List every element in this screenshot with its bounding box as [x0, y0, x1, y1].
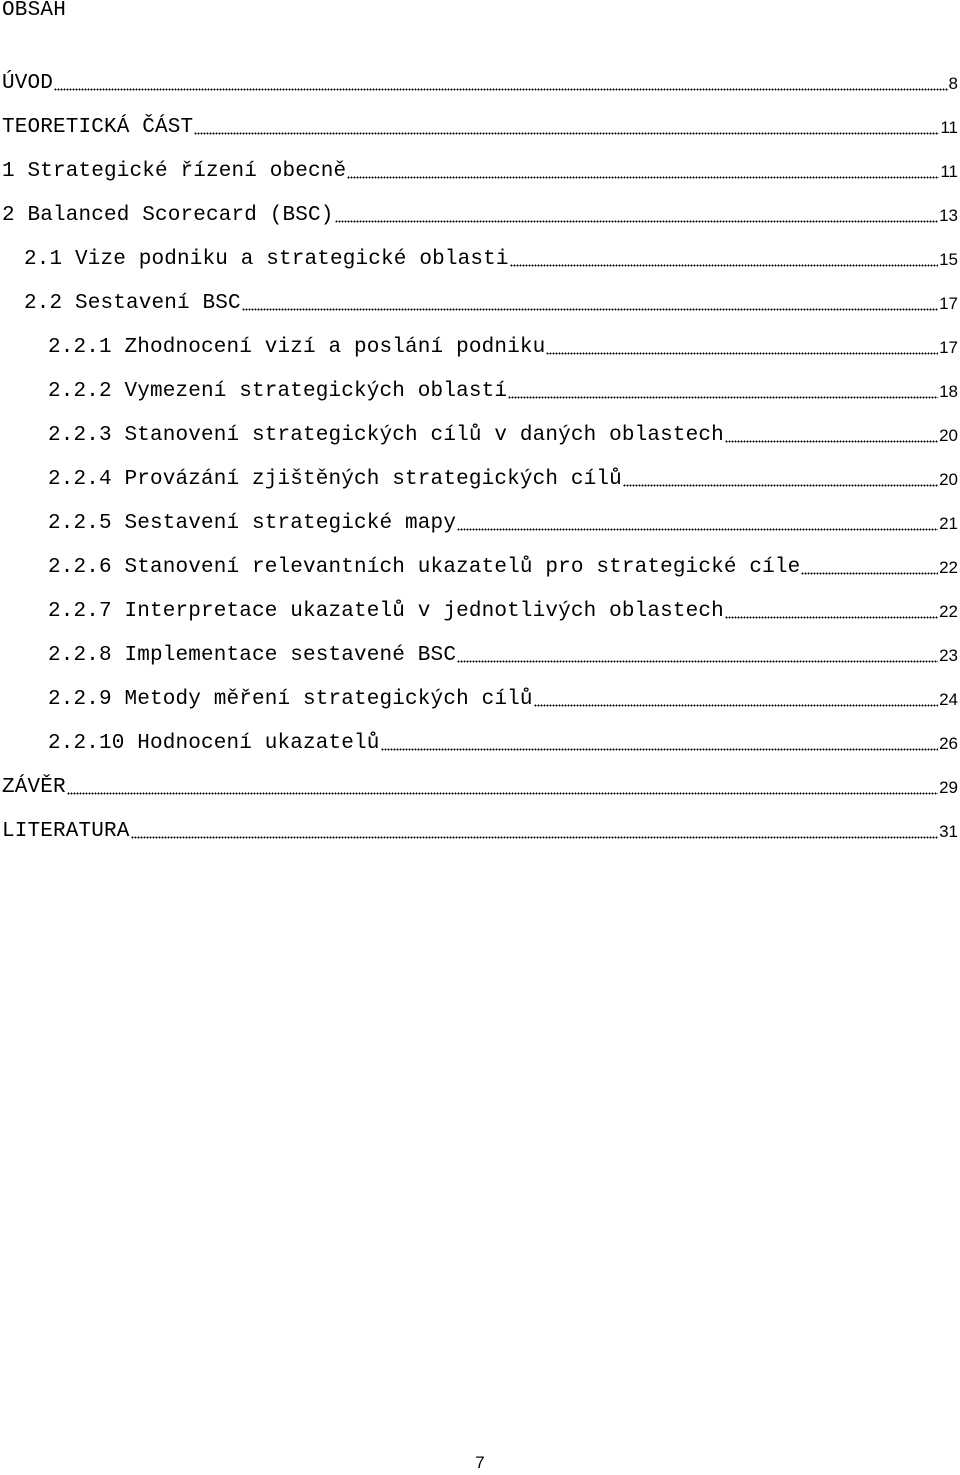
toc-entry-label: 2.2.6 Stanovení relevantních ukazatelů pro strategické cíle: [48, 556, 801, 579]
toc-entry-2-2-9[interactable]: [0, 668, 960, 712]
dot-leader: [546, 351, 938, 355]
toc-entry-2-2[interactable]: [0, 272, 960, 316]
toc-entry-page: 29: [939, 778, 958, 797]
toc-entry-2-2-5[interactable]: [0, 492, 960, 536]
toc-entry-label: 2.2.8 Implementace sestavené BSC: [48, 644, 457, 667]
dot-leader: [623, 483, 938, 487]
dot-leader: [801, 571, 938, 575]
toc-entry-2-2-3[interactable]: [0, 404, 960, 448]
toc-entry-zaver[interactable]: [0, 756, 960, 800]
toc-entry-1[interactable]: [0, 140, 960, 184]
toc-entry-page: 17: [939, 338, 958, 357]
toc-entry-page: 31: [939, 822, 958, 841]
dot-leader: [457, 527, 938, 531]
toc-entry-2-2-7[interactable]: [0, 580, 960, 624]
page-title: OBSAH: [2, 0, 67, 22]
dot-leader: [725, 615, 938, 619]
dot-leader: [457, 659, 938, 663]
toc-entry-label: ÚVOD: [2, 72, 54, 95]
toc-entry-label: 2.2.3 Stanovení strategických cílů v daných oblastech: [48, 424, 724, 447]
toc-entry-label: 2.2.2 Vymezení strategických oblastí: [48, 380, 508, 403]
toc-entry-uvod[interactable]: [0, 52, 960, 96]
toc-entry-2-1[interactable]: [0, 228, 960, 272]
toc-entry-2-2-6[interactable]: [0, 536, 960, 580]
toc-entry-label: 2.1 Vize podniku a strategické oblasti: [24, 248, 509, 271]
toc-entry-label: 2.2.4 Provázání zjištěných strategických cílů: [48, 468, 622, 491]
dot-leader: [508, 395, 938, 399]
table-of-contents: [0, 52, 960, 844]
toc-entry-teoreticka-cast[interactable]: [0, 96, 960, 140]
toc-entry-page: 22: [939, 558, 958, 577]
toc-entry-2-2-10[interactable]: [0, 712, 960, 756]
toc-entry-label: ZÁVĚR: [2, 776, 66, 799]
toc-entry-label: 1 Strategické řízení obecně: [2, 160, 347, 183]
toc-entry-page: 22: [939, 602, 958, 621]
toc-entry-page: 20: [939, 426, 958, 445]
toc-entry-label: 2.2.9 Metody měření strategických cílů: [48, 688, 533, 711]
toc-entry-label: 2 Balanced Scorecard (BSC): [2, 204, 334, 227]
dot-leader: [242, 307, 938, 311]
toc-entry-page: 11: [940, 162, 958, 181]
dot-leader: [67, 791, 938, 795]
toc-entry-page: 24: [939, 690, 958, 709]
dot-leader: [194, 131, 939, 135]
dot-leader: [131, 835, 939, 839]
toc-entry-label: 2.2.10 Hodnocení ukazatelů: [48, 732, 380, 755]
toc-entry-label: 2.2.5 Sestavení strategické mapy: [48, 512, 457, 535]
dot-leader: [381, 747, 939, 751]
toc-entry-2-2-4[interactable]: [0, 448, 960, 492]
dot-leader: [54, 87, 948, 91]
toc-entry-page: 13: [939, 206, 958, 225]
page-number: 7: [475, 1453, 485, 1472]
toc-entry-label: 2.2.1 Zhodnocení vizí a poslání podniku: [48, 336, 546, 359]
dot-leader: [725, 439, 938, 443]
toc-entry-label: 2.2.7 Interpretace ukazatelů v jednotlivých oblastech: [48, 600, 724, 623]
toc-entry-page: 15: [939, 250, 958, 269]
toc-entry-2-2-1[interactable]: [0, 316, 960, 360]
toc-entry-page: 23: [939, 646, 958, 665]
toc-entry-page: 11: [940, 118, 958, 137]
dot-leader: [534, 703, 939, 707]
toc-entry-label: LITERATURA: [2, 820, 130, 843]
dot-leader: [347, 175, 939, 179]
toc-entry-page: 8: [948, 74, 958, 93]
toc-entry-page: 26: [939, 734, 958, 753]
toc-entry-label: 2.2 Sestavení BSC: [24, 292, 241, 315]
toc-entry-page: 21: [939, 514, 958, 533]
dot-leader: [335, 219, 939, 223]
dot-leader: [510, 263, 939, 267]
toc-entry-page: 20: [939, 470, 958, 489]
toc-entry-page: 17: [939, 294, 958, 313]
toc-entry-2[interactable]: [0, 184, 960, 228]
toc-entry-page: 18: [939, 382, 958, 401]
toc-entry-label: TEORETICKÁ ČÁST: [2, 116, 194, 139]
toc-entry-literatura[interactable]: [0, 800, 960, 844]
toc-entry-2-2-8[interactable]: [0, 624, 960, 668]
toc-entry-2-2-2[interactable]: [0, 360, 960, 404]
